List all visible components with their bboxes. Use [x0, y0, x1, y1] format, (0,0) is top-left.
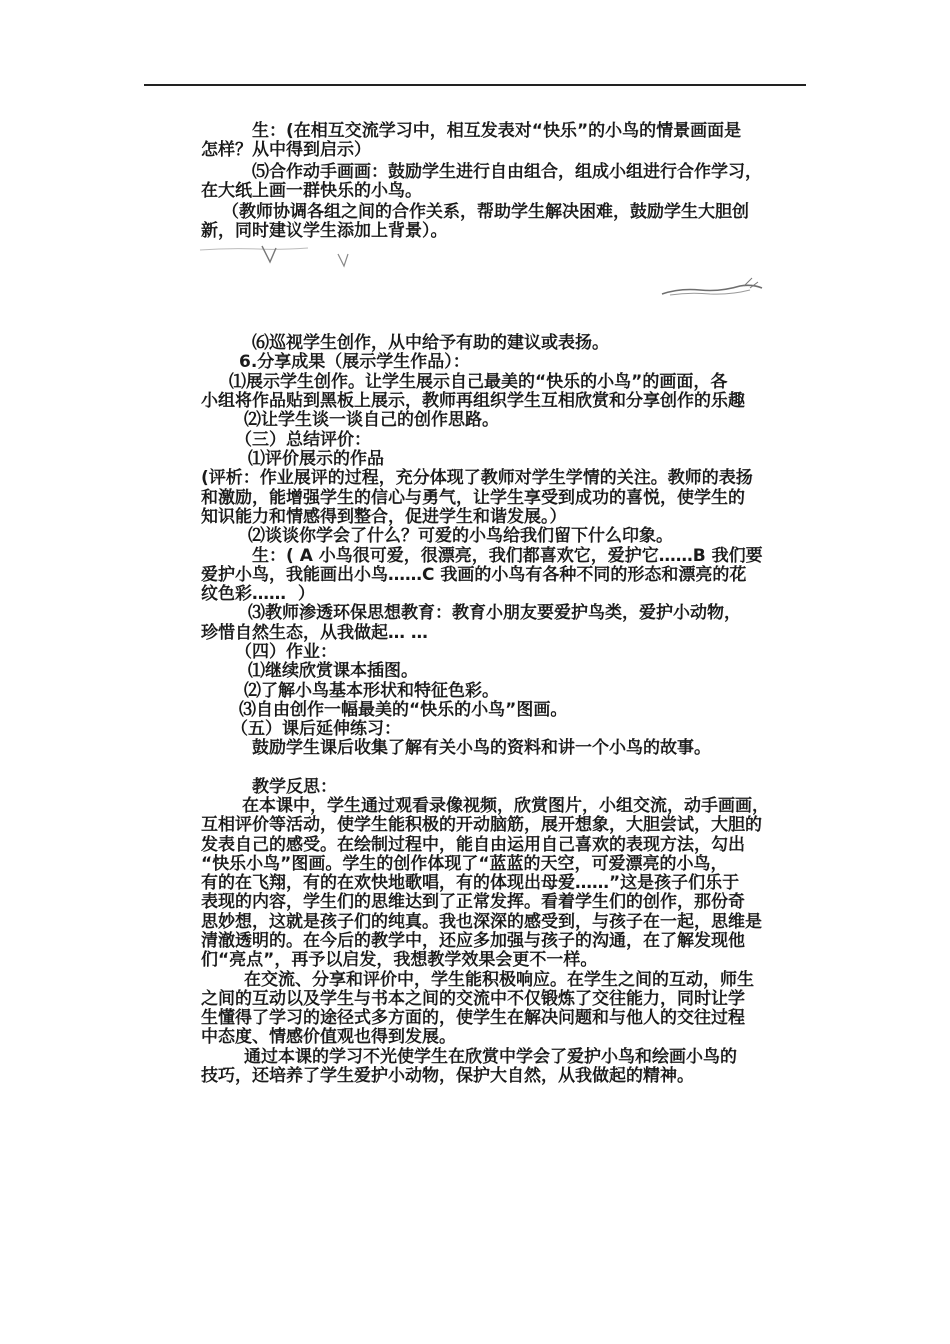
text-line: ⑴展示学生创作。让学生展示自己最美的“快乐的小鸟”的画面，各 — [229, 372, 728, 392]
text-line: 生：( A 小鸟很可爱，很漂亮，我们都喜欢它，爱护它……B 我们要 — [252, 546, 763, 566]
text-line: 清澈透明的。在今后的教学中，还应多加强与孩子的沟通，在了解发现他 — [201, 931, 745, 951]
text-line: 知识能力和情感得到整合，促进学生和谐发展。） — [201, 507, 567, 527]
text-line: (评析：作业展评的过程，充分体现了教师对学生学情的关注。教师的表扬 — [201, 468, 753, 488]
text-line: 在本课中，学生通过观看录像视频，欣赏图片，小组交流，动手画画， — [242, 796, 769, 816]
text-line: 爱护小鸟，我能画出小鸟……C 我画的小鸟有各种不同的形态和漂亮的花 — [201, 565, 747, 585]
text-line: ⑴继续欣赏课本插图。 — [248, 661, 418, 681]
text-line: 中态度、情感价值观也得到发展。 — [201, 1027, 456, 1047]
text-line: （三）总结评价： — [235, 430, 371, 450]
text-line: ⑶自由创作一幅最美的“快乐的小鸟”图画。 — [239, 700, 568, 720]
text-line: 鼓励学生课后收集了解有关小鸟的资料和讲一个小鸟的故事。 — [252, 738, 711, 758]
text-line: （五）课后延伸练习： — [231, 719, 401, 739]
sketch-fragment-left — [198, 240, 368, 270]
text-line: “快乐小鸟”图画。学生的创作体现了“蓝蓝的天空，可爱漂亮的小鸟， — [201, 854, 728, 874]
text-line: ⑸合作动手画画：鼓励学生进行自由组合，组成小组进行合作学习， — [252, 162, 762, 182]
text-line: 怎样？从中得到启示） — [201, 140, 371, 160]
text-line: 通过本课的学习不光使学生在欣赏中学会了爱护小鸟和绘画小鸟的 — [244, 1047, 737, 1067]
text-line: 们“亮点”，再予以启发，我想教学效果会更不一样。 — [201, 950, 598, 970]
text-line: 小组将作品贴到黑板上展示，教师再组织学生互相欣赏和分享创作的乐趣 — [201, 391, 745, 411]
text-line: ⑹巡视学生创作，从中给予有助的建议或表扬。 — [252, 333, 609, 353]
text-line: ⑴评价展示的作品 — [248, 449, 384, 469]
text-line: ⑵让学生谈一谈自己的创作思路。 — [244, 410, 499, 430]
text-line: 和激励，能增强学生的信心与勇气，让学生享受到成功的喜悦，使学生的 — [201, 488, 745, 508]
text-line: （教师协调各组之间的合作关系，帮助学生解决困难，鼓励学生大胆创 — [222, 202, 749, 222]
text-line: 在大纸上画一群快乐的小鸟。 — [201, 181, 422, 201]
text-line: 新，同时建议学生添加上背景）。 — [201, 221, 448, 241]
text-line: 有的在飞翔，有的在欢快地歌唱，有的体现出母爱……”这是孩子们乐于 — [201, 873, 740, 893]
text-line: 表现的内容，学生们的思维达到了正常发挥。看着学生们的创作，那份奇 — [201, 892, 745, 912]
text-line: ⑵谈谈你学会了什么？可爱的小鸟给我们留下什么印象。 — [248, 526, 673, 546]
text-line: 教学反思： — [252, 777, 337, 797]
text-line: 在交流、分享和评价中，学生能积极响应。在学生之间的互动，师生 — [244, 970, 754, 990]
text-line: 纹色彩…… ） — [201, 584, 315, 604]
text-line: 互相评价等活动，使学生能积极的开动脑筋，展开想象，大胆尝试，大胆的 — [201, 815, 762, 835]
text-line: 生：(在相互交流学习中，相互发表对“快乐”的小鸟的情景画面是 — [252, 121, 742, 141]
text-line: 珍惜自然生态，从我做起… … — [201, 623, 428, 643]
text-line: 生懂得了学习的途径式多方面的，使学生在解决问题和与他人的交往过程 — [201, 1008, 745, 1028]
text-line: 6.分享成果（展示学生作品）： — [239, 352, 470, 372]
header-rule — [144, 84, 806, 86]
branch-sketch — [660, 276, 770, 302]
text-line: （四）作业： — [235, 642, 337, 662]
text-line: ⑶教师渗透环保思想教育：教育小朋友要爱护鸟类，爱护小动物， — [248, 603, 741, 623]
text-line: 发表自己的感受。在绘制过程中，能自由运用自己喜欢的表现方法，勾出 — [201, 835, 745, 855]
text-line: 之间的互动以及学生与书本之间的交流中不仅锻炼了交往能力，同时让学 — [201, 989, 745, 1009]
text-line: ⑵了解小鸟基本形状和特征色彩。 — [244, 681, 499, 701]
text-line: 思妙想，这就是孩子们的纯真。我也深深的感受到，与孩子在一起，思维是 — [201, 912, 762, 932]
text-line: 技巧，还培养了学生爱护小动物，保护大自然，从我做起的精神。 — [201, 1066, 694, 1086]
